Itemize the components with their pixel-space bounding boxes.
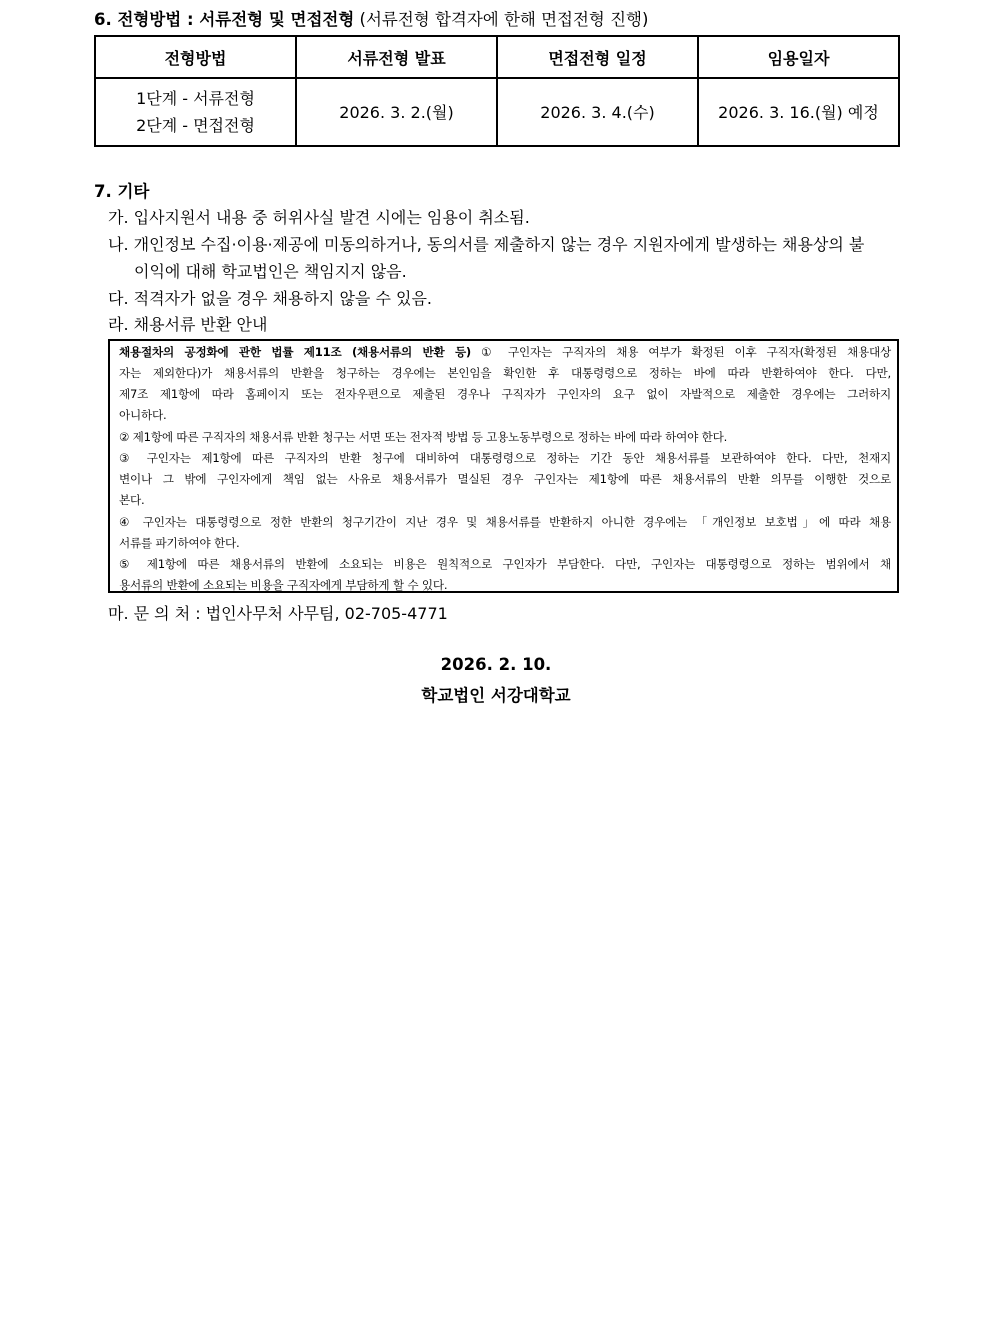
table-row bbox=[95, 78, 899, 146]
cell-method bbox=[95, 78, 296, 146]
method-step-2: 2단계 - 면접전형 bbox=[136, 116, 255, 135]
law-text-box bbox=[108, 339, 899, 593]
section-6-heading bbox=[94, 6, 648, 30]
header-interview: 면접전형 일정 bbox=[497, 36, 698, 78]
table-header-row bbox=[95, 36, 899, 78]
item-na-line1: 나. 개인정보 수집·이용·제공에 미동의하거나, 동의서를 제출하지 않는 경우 지원자에게 발생하는 채용상의 불 bbox=[108, 235, 865, 254]
schedule-table bbox=[94, 35, 900, 147]
law-line: 아니하다. bbox=[119, 408, 167, 422]
law-line: 제7조 제1항에 따라 홈페이지 또는 전자우편으로 제출된 경우나 구직자가 구인자의 요구 없이 자발적으로 제출한 경우에는 그러하지 bbox=[119, 387, 891, 401]
header-method: 전형방법 bbox=[95, 36, 296, 78]
law-line: 서류를 파기하여야 한다. bbox=[119, 536, 240, 550]
section-6-note: (서류전형 합격자에 한해 면접전형 진행) bbox=[354, 10, 649, 29]
cell-interview: 2026. 3. 4.(수) bbox=[497, 78, 698, 146]
item-da: 다. 적격자가 없을 경우 채용하지 않을 수 있음. bbox=[108, 289, 432, 308]
issuer-name: 학교법인 서강대학교 bbox=[421, 686, 571, 705]
section-7-heading: 7. 기타 bbox=[94, 182, 150, 201]
law-line: 본다. bbox=[119, 493, 145, 507]
notice-date: 2026. 2. 10. bbox=[440, 655, 552, 674]
cell-doc-announce: 2026. 3. 2.(월) bbox=[296, 78, 497, 146]
law-line bbox=[119, 344, 891, 360]
item-na-line2: 이익에 대해 학교법인은 책임지지 않음. bbox=[134, 262, 407, 281]
law-line: 변이나 그 밖에 구인자에게 책임 없는 사유로 채용서류가 멸실된 경우 구인자는 제1항에 따른 채용서류의 반환 의무를 이행한 것으로 bbox=[119, 472, 891, 486]
law-text: ① 구인자는 구직자의 채용 여부가 확정된 이후 구직자(확정된 채용대상 bbox=[471, 345, 892, 359]
header-appoint: 임용일자 bbox=[698, 36, 899, 78]
method-step-1: 1단계 - 서류전형 bbox=[136, 89, 255, 108]
law-line: 용서류의 반환에 소요되는 비용을 구직자에게 부담하게 할 수 있다. bbox=[119, 578, 448, 592]
section-6-title: 6. 전형방법 : 서류전형 및 면접전형 bbox=[94, 10, 355, 29]
law-line: 자는 제외한다)가 채용서류의 반환을 청구하는 경우에는 본인임을 확인한 후 대통령령으로 정하는 바에 따라 반환하여야 한다. 다만, bbox=[119, 366, 891, 380]
header-doc-announce: 서류전형 발표 bbox=[296, 36, 497, 78]
item-ga: 가. 입사지원서 내용 중 허위사실 발견 시에는 임용이 취소됨. bbox=[108, 208, 530, 227]
law-line: ⑤ 제1항에 따른 채용서류의 반환에 소요되는 비용은 원칙적으로 구인자가 부담한다. 다만, 구인자는 대통령령으로 정하는 범위에서 채 bbox=[119, 557, 891, 571]
item-ma-contact: 마. 문 의 처 : 법인사무처 사무팀, 02-705-4771 bbox=[108, 604, 448, 623]
law-title: 채용절차의 공정화에 관한 법률 제11조 (채용서류의 반환 등) bbox=[119, 345, 472, 359]
item-ra: 라. 채용서류 반환 안내 bbox=[108, 315, 268, 334]
law-line: ③ 구인자는 제1항에 따른 구직자의 반환 청구에 대비하여 대통령령으로 정하는 기간 동안 채용서류를 보관하여야 한다. 다만, 천재지 bbox=[119, 451, 891, 465]
cell-appoint: 2026. 3. 16.(월) 예정 bbox=[698, 78, 899, 146]
law-line: ② 제1항에 따른 구직자의 채용서류 반환 청구는 서면 또는 전자적 방법 등 고용노동부령으로 정하는 바에 따라 하여야 한다. bbox=[119, 430, 728, 444]
law-line: ④ 구인자는 대통령령으로 정한 반환의 청구기간이 지난 경우 및 채용서류를 반환하지 아니한 경우에는 「개인정보 보호법」에 따라 채용 bbox=[119, 515, 891, 529]
